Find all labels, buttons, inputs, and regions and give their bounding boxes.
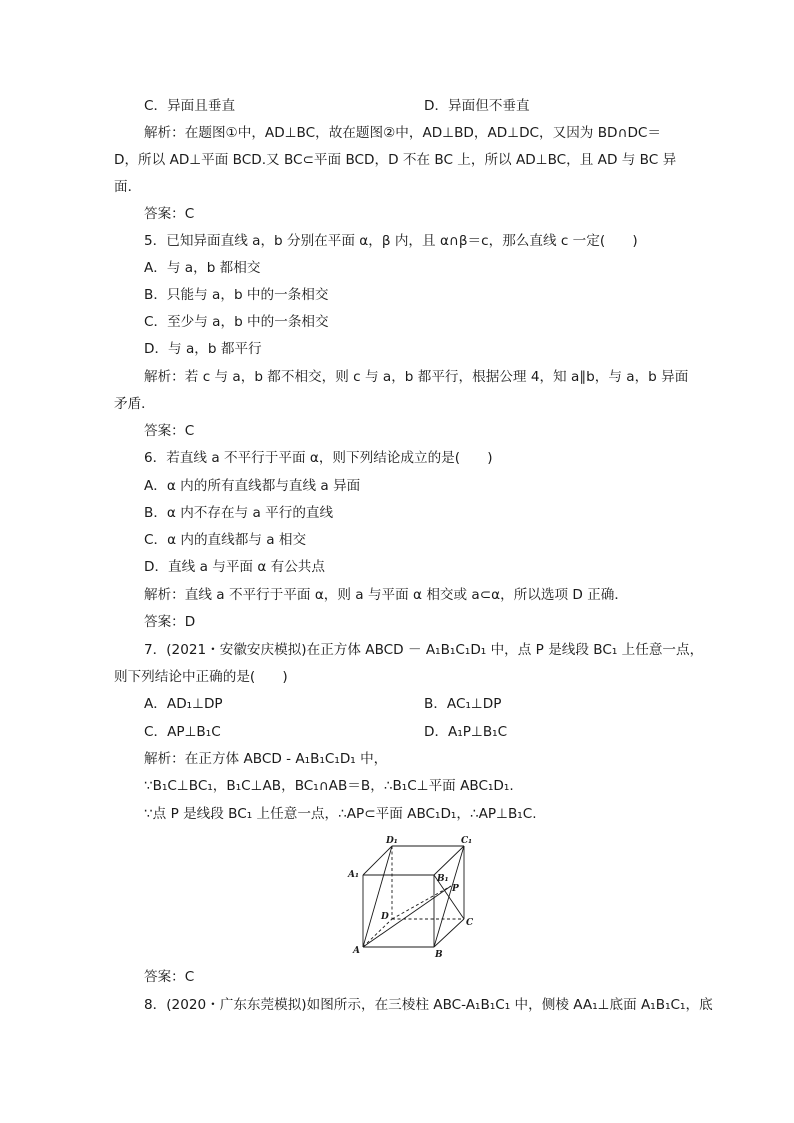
q4-analysis-line-3: 面． [114,179,142,195]
q7-answer: 答案：C [144,969,195,985]
label-c1: C₁ [461,836,473,846]
q4-answer: 答案：C [144,206,195,222]
q5-analysis-line-1: 解析：若 c 与 a，b 都不相交，则 c 与 a，b 都平行，根据公理 4，知 a∥b，与 a，b 异面 [144,369,689,385]
q4-option-c: C．异面且垂直 [144,98,236,114]
q6-option-c: C．α 内的直线都与 a 相交 [144,532,307,548]
label-b: B [435,950,443,960]
q5-stem: 5．已知异面直线 a，b 分别在平面 α，β 内，且 α∩β＝c，那么直线 c 一定( ) [144,233,638,249]
q4-analysis-line-2: D，所以 AD⊥平面 BCD.又 BC⊂平面 BCD，D 不在 BC 上，所以 AD⊥BC，且 AD 与 BC 异 [114,152,677,168]
q5-option-c: C．至少与 a，b 中的一条相交 [144,314,329,330]
hidden-segment-d-p [392,886,451,919]
q4-option-d: D．异面但不垂直 [424,98,530,114]
label-a1: A₁ [348,870,359,880]
q7-analysis-line-3: ∵点 P 是线段 BC₁ 上任意一点，∴AP⊂平面 ABC₁D₁，∴AP⊥B₁C. [144,806,537,822]
segment-a-d1 [363,846,392,947]
q7-analysis-line-1: 解析：在正方体 ABCD - A₁B₁C₁D₁ 中， [144,751,388,767]
q6-analysis: 解析：直线 a 不平行于平面 α，则 a 与平面 α 相交或 a⊂α，所以选项 D 正确． [144,587,628,603]
q7-stem-line-2: 则下列结论中正确的是( ) [114,669,288,685]
q5-option-b: B．只能与 a，b 中的一条相交 [144,287,329,303]
label-c: C [466,918,474,928]
segment-a-p [363,886,451,947]
q7-analysis-line-2: ∵B₁C⊥BC₁，B₁C⊥AB，BC₁∩AB＝B，∴B₁C⊥平面 ABC₁D₁. [144,778,514,794]
q5-option-d: D．与 a，b 都平行 [144,341,262,357]
label-b1: B₁ [437,874,449,884]
segment-b-c1 [434,846,464,947]
q6-answer: 答案：D [144,614,196,630]
q5-answer: 答案：C [144,423,195,439]
label-d1: D₁ [386,836,398,846]
q7-stem-line-1: 7．(2021・安徽安庆模拟)在正方体 ABCD － A₁B₁C₁D₁ 中，点 P 是线段 BC₁ 上任意一点， [144,642,704,658]
q6-option-d: D．直线 a 与平面 α 有公共点 [144,559,325,575]
label-d: D [381,912,389,922]
label-a: A [353,946,360,956]
q6-stem: 6．若直线 a 不平行于平面 α，则下列结论成立的是( ) [144,450,493,466]
q7-option-a: A．AD₁⊥DP [144,696,223,712]
q7-option-b: B．AC₁⊥DP [424,696,502,712]
q6-option-a: A．α 内的所有直线都与直线 a 异面 [144,478,361,494]
q7-option-d: D．A₁P⊥B₁C [424,724,508,740]
q4-analysis-line-1: 解析：在题图①中，AD⊥BC，故在题图②中，AD⊥BD，AD⊥DC，又因为 BD∩DC＝ [144,125,662,141]
label-p: P [452,884,459,894]
q5-analysis-line-2: 矛盾． [114,396,155,412]
cube-figure [344,833,480,960]
q5-option-a: A．与 a，b 都相交 [144,260,261,276]
q6-option-b: B．α 内不存在与 a 平行的直线 [144,505,334,521]
q8-stem: 8．(2020・广东东莞模拟)如图所示，在三棱柱 ABC-A₁B₁C₁ 中，侧棱 AA₁⊥底面 A₁B₁C₁，底 [144,997,713,1013]
q7-option-c: C．AP⊥B₁C [144,724,221,740]
